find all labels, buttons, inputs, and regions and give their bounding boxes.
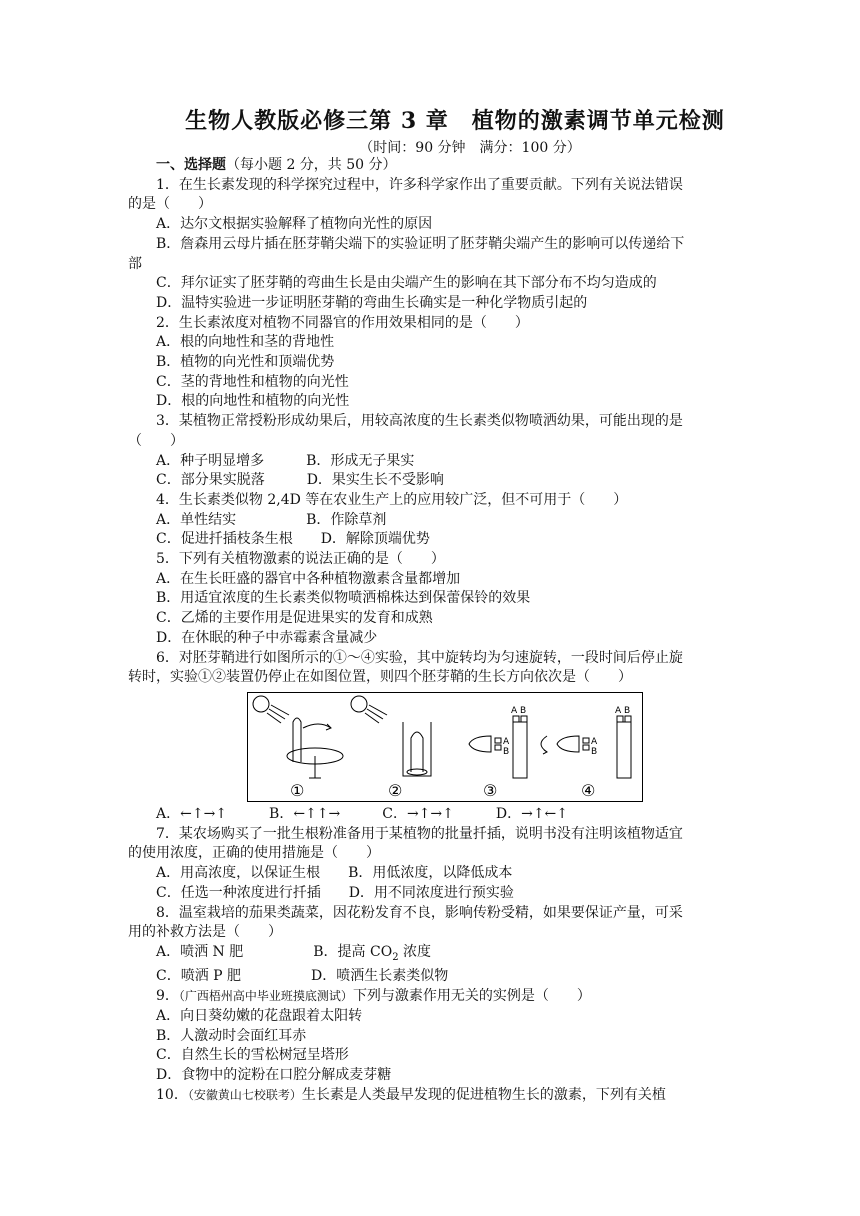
light-source-icon [351, 696, 367, 712]
question-1-stem: 1．在生长素发现的科学探究过程中，许多科学家作出了重要贡献。下列有关说法错误 [156, 176, 683, 193]
page-title: 生物人教版必修三第 3 章 植物的激素调节单元检测 [185, 108, 725, 134]
question-9-option-b: B．人激动时会面红耳赤 [156, 1027, 307, 1044]
recipient-block-a [513, 716, 519, 722]
question-6-stem: 6．对胚芽鞘进行如图所示的①～④实验，其中旋转均为匀速旋转，一段时间后停止旋 [156, 649, 683, 666]
subscript: 2 [392, 951, 399, 963]
light-source-icon [253, 696, 269, 712]
light-ray [365, 713, 379, 723]
question-8-stem-cont: 用的补救方法是（ ） [128, 924, 282, 941]
question-4-options-cd: C．促进扦插枝条生根 D．解除顶端优势 [156, 531, 430, 548]
question-8-option-b [313, 943, 432, 963]
question-5-stem: 5．下列有关植物激素的说法正确的是（ ） [156, 551, 445, 568]
light-ray [267, 713, 281, 723]
question-1-option-a: A．达尔文根据实验解释了植物向光性的原因 [156, 216, 433, 233]
question-1-option-b: B．詹森用云母片插在胚芽鞘尖端下的实验证明了胚芽鞘尖端产生的影响可以传递给下 [156, 235, 685, 252]
coleoptile-shape [411, 732, 423, 772]
question-1-stem-cont: 的是（ ） [128, 196, 212, 213]
label-a: A [591, 736, 598, 747]
agar-block-b [583, 745, 589, 750]
question-6-stem-cont: 转时，实验①②装置仍停止在如图位置，则四个胚芽鞘的生长方向依次是（ ） [128, 669, 632, 686]
question-9-option-c: C．自然生长的雪松树冠呈塔形 [156, 1047, 349, 1064]
label-b: B [624, 705, 631, 716]
agar-block-a [583, 738, 589, 743]
light-ray [367, 709, 383, 719]
agar-block-a [495, 738, 501, 743]
coleoptile-experiment-diagram [247, 692, 643, 802]
question-7-options-ab: A．用高浓度，以保证生根 B．用低浓度，以降低成本 [156, 865, 513, 882]
question-1-option-b-cont: 部 [128, 255, 142, 272]
question-2-option-a: A．根的向地性和茎的背地性 [156, 334, 335, 351]
coleoptile-tip [557, 736, 579, 752]
recipient-block-b [521, 716, 527, 722]
section-title: 一、选择题 [156, 157, 226, 173]
recipient-coleoptile [617, 722, 631, 778]
question-7-options-cd: C．任选一种浓度进行扦插 D．用不同浓度进行预实验 [156, 884, 514, 901]
question-6-figure-row [128, 688, 744, 805]
experiment-3-setup [469, 716, 527, 778]
question-3-stem: 3．某植物正常授粉形成幼果后，用较高浓度的生长素类似物喷洒幼果，可能出现的是 [156, 413, 683, 430]
question-4-stem: 4．生长素类似物 2,4D 等在农业生产上的应用较广泛，但不可用于（ ） [156, 491, 628, 508]
question-3-stem-cont: （ ） [128, 432, 184, 449]
question-6-options: A．←↑→↑ B．←↑↑→ C．→↑→↑ D．→↑←↑ [156, 805, 569, 822]
section-note: （每小题 2 分，共 50 分） [226, 157, 397, 173]
experiment-2-setup [351, 696, 431, 776]
question-1-option-c: C．拜尔证实了胚芽鞘的弯曲生长是由尖端产生的影响在其下部分布不均匀造成的 [156, 275, 657, 292]
coleoptile-tip [469, 736, 491, 752]
question-9-option-d: D．食物中的淀粉在口腔分解成麦芽糖 [156, 1066, 392, 1083]
light-ray [271, 705, 289, 715]
recipient-coleoptile [513, 722, 527, 778]
question-3-options-ab: A．种子明显增多 B．形成无子果实 [156, 452, 415, 469]
agar-block-b [495, 745, 501, 750]
question-list [128, 156, 744, 1105]
question-5-option-b: B．用适宜浓度的生长素类似物喷洒棉株达到保蕾保铃的效果 [156, 590, 531, 607]
option-b-text: B．提高 CO [313, 943, 393, 960]
light-ray [269, 709, 285, 719]
question-2-option-b: B．植物的向光性和顶端优势 [156, 354, 335, 371]
label-b: B [503, 746, 510, 757]
experiment-1-setup [253, 696, 343, 778]
question-2-option-c: C．茎的背地性和植物的向光性 [156, 373, 349, 390]
question-text: 生长素是人类最早发现的促进植物生长的激素，下列有关植 [301, 1086, 666, 1103]
question-source: （安徽黄山七校联考） [187, 1087, 302, 1102]
option-b-text-end: 浓度 [398, 943, 432, 960]
question-10-stem [128, 1086, 744, 1106]
question-5-option-d: D．在休眠的种子中赤霉素含量减少 [156, 629, 378, 646]
question-8-option-a: A．喷洒 N 肥 [156, 943, 244, 960]
question-text: 下列与激素作用无关的实例是（ ） [352, 988, 591, 1005]
question-2-option-d: D．根的向地性和植物的向光性 [156, 393, 350, 410]
question-8-stem: 8．温室栽培的茄果类蔬菜，因花粉发育不良，影响传粉受精，如果要保证产量，可采 [156, 904, 683, 921]
question-number: 10． [156, 1086, 188, 1103]
question-source: （广西梧州高中毕业班摸底测试） [178, 989, 353, 1004]
section-heading [128, 156, 744, 176]
exam-info: （时间：90 分钟 满分：100 分） [359, 140, 581, 156]
coleoptile-shape [293, 718, 301, 762]
rotation-arrow [303, 724, 331, 728]
question-7-stem: 7．某农场购买了一批生根粉准备用于某植物的批量扦插，说明书没有注明该植物适宜 [156, 825, 683, 842]
question-8-options-ab [128, 943, 744, 968]
question-9-stem [128, 987, 744, 1007]
question-3-options-cd: C．部分果实脱落 D．果实生长不受影响 [156, 472, 444, 489]
experiment-2-label: ② [388, 780, 403, 800]
experiment-4-setup [541, 716, 631, 778]
question-number: 9． [156, 988, 179, 1005]
rotation-arrowhead [543, 750, 547, 754]
question-4-options-ab: A．单性结实 B．作除草剂 [156, 511, 387, 528]
label-a: A [615, 705, 622, 716]
rotation-arrow [541, 736, 547, 752]
recipient-block-a [617, 716, 623, 722]
question-8-options-cd: C．喷洒 P 肥 D．喷洒生长素类似物 [156, 968, 449, 985]
light-ray [369, 705, 387, 715]
experiment-4-label: ④ [581, 780, 596, 800]
label-a: A [511, 705, 518, 716]
question-2-stem: 2．生长素浓度对植物不同器官的作用效果相同的是（ ） [156, 314, 529, 331]
question-5-option-a: A．在生长旺盛的器官中各种植物激素含量都增加 [156, 570, 461, 587]
dark-box [403, 722, 431, 776]
question-6-figure [247, 692, 643, 802]
label-b: B [520, 705, 527, 716]
question-9-option-a: A．向日葵幼嫩的花盘跟着太阳转 [156, 1007, 363, 1024]
experiment-3-label: ③ [483, 780, 498, 800]
recipient-block-b [625, 716, 631, 722]
label-a: A [503, 736, 510, 747]
question-1-option-d: D．温特实验进一步证明胚芽鞘的弯曲生长确实是一种化学物质引起的 [156, 294, 588, 311]
question-7-stem-cont: 的使用浓度，正确的使用措施是（ ） [128, 845, 380, 862]
rotation-base [407, 769, 427, 775]
experiment-1-label: ① [290, 780, 305, 800]
question-5-option-c: C．乙烯的主要作用是促进果实的发育和成熟 [156, 610, 433, 627]
label-b: B [591, 746, 598, 757]
